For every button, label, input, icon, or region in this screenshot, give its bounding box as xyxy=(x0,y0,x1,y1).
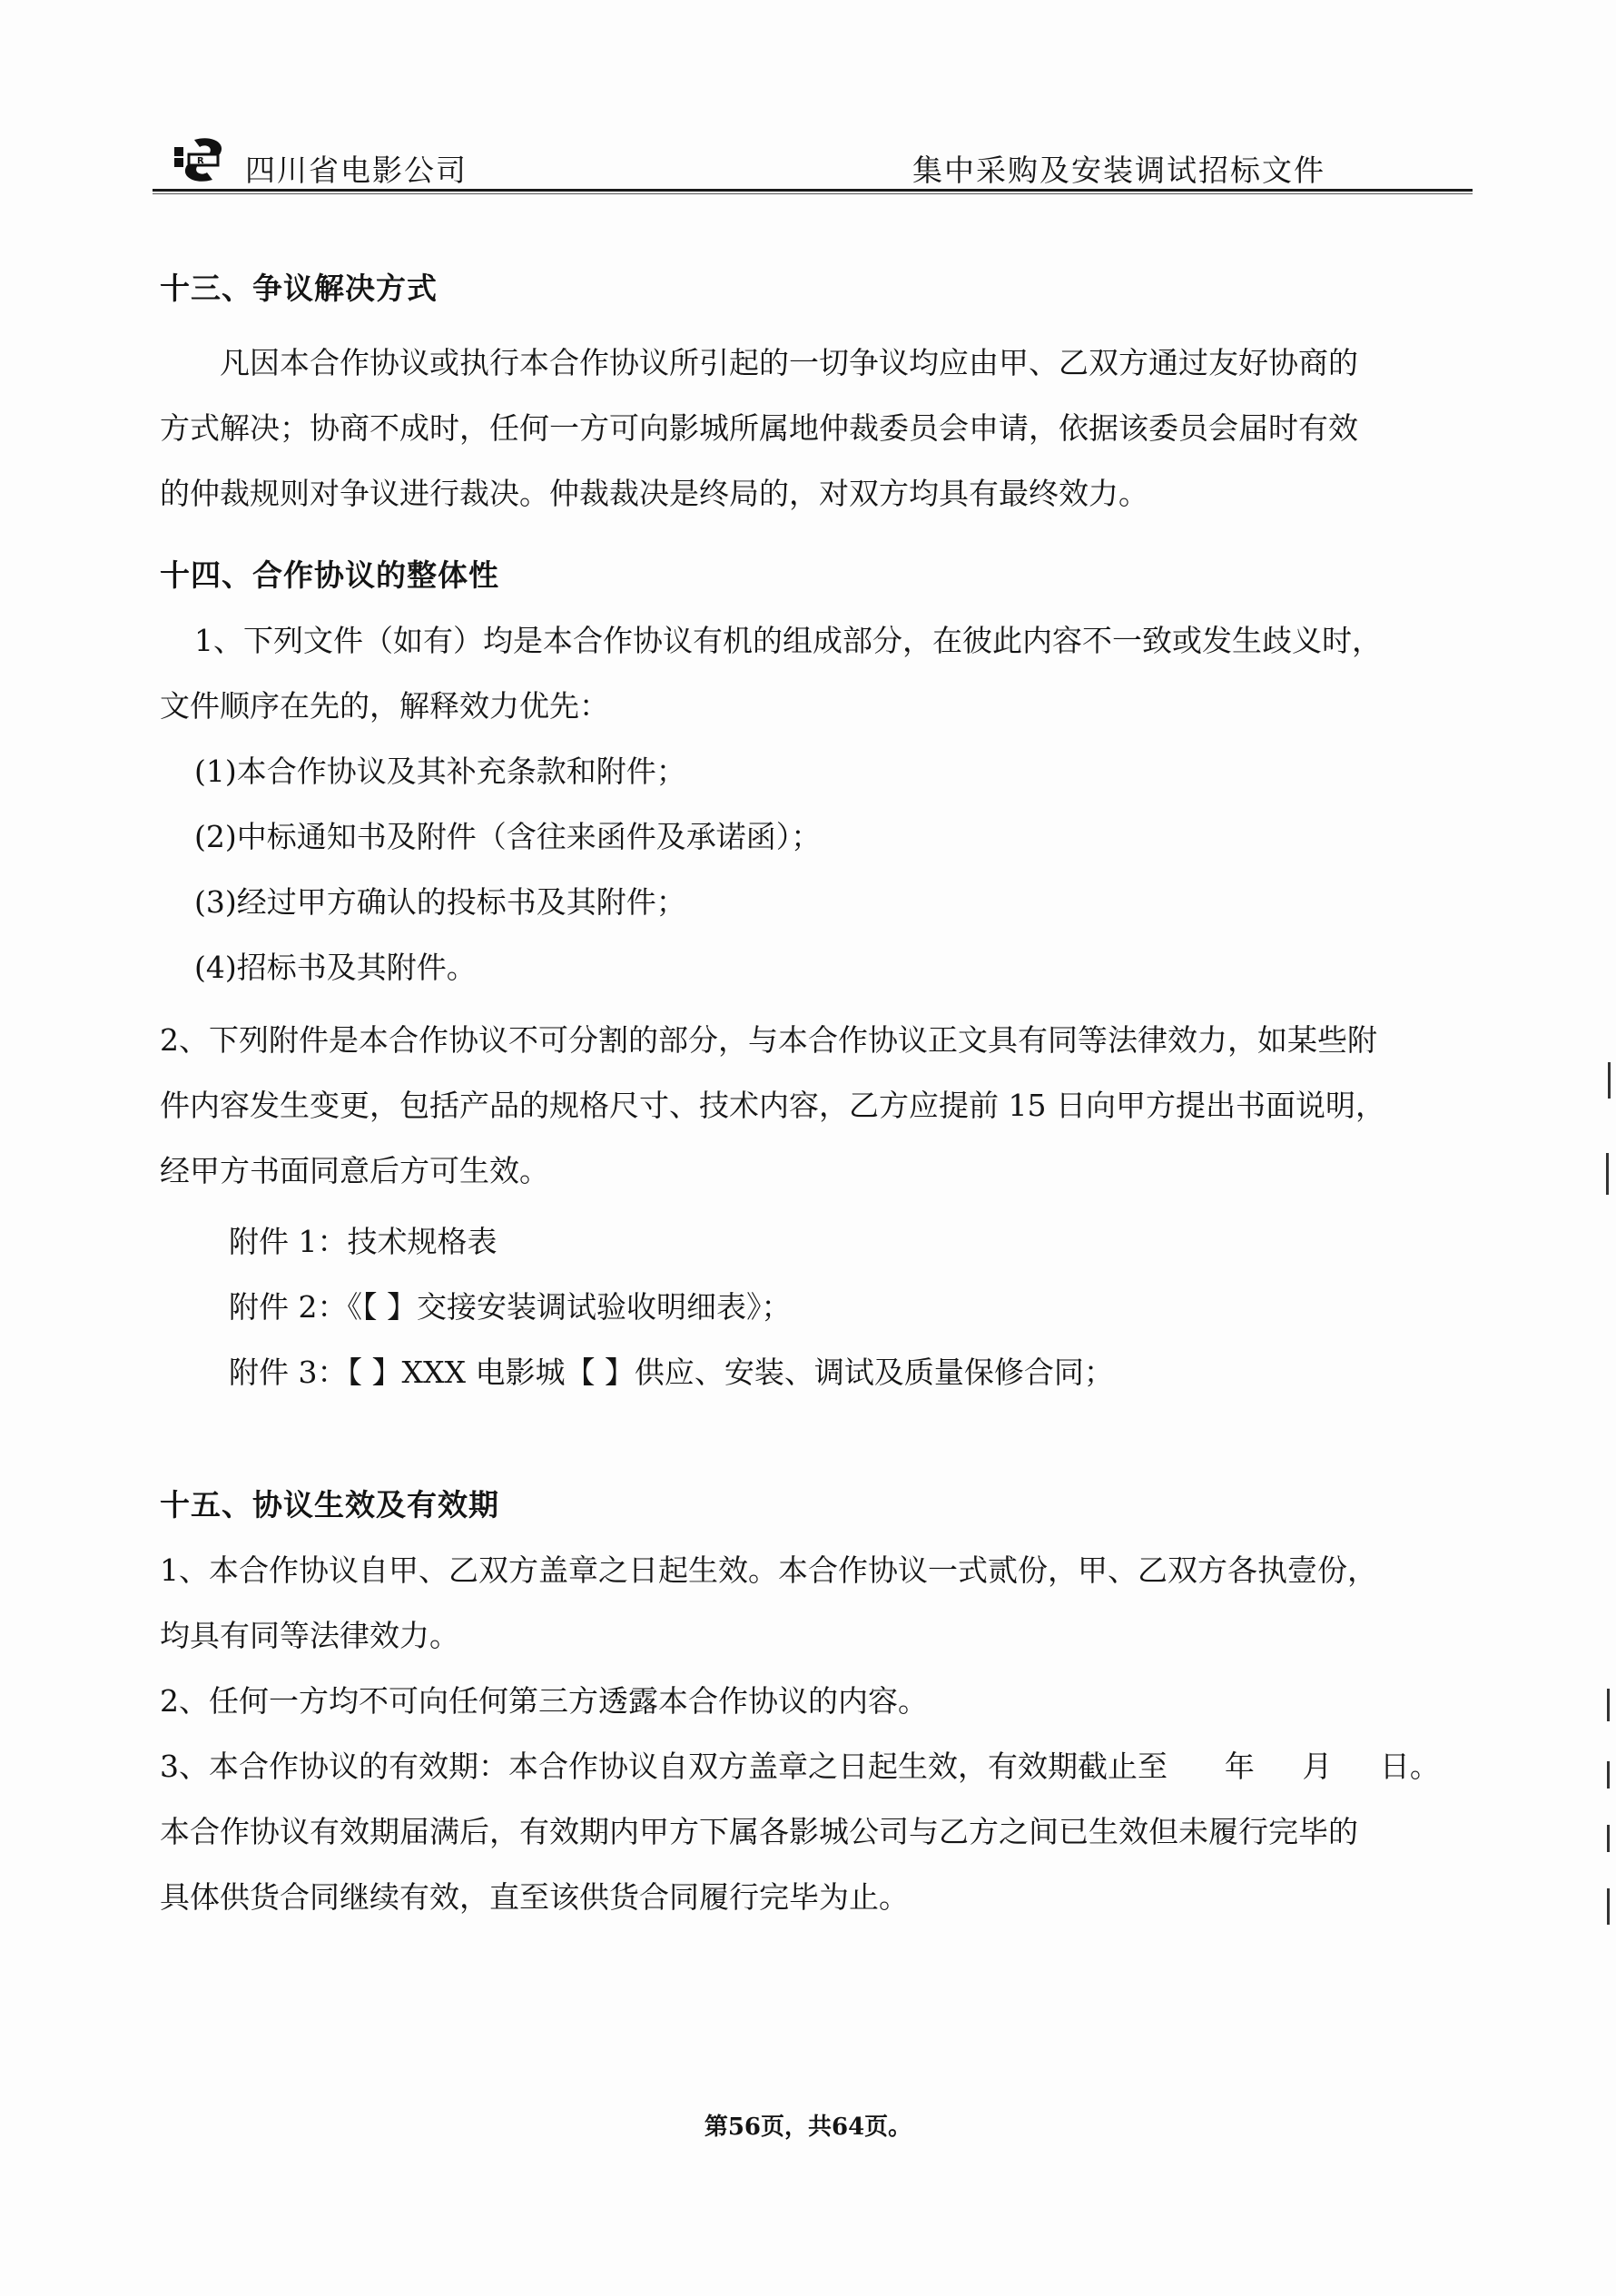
section-14-p1-line-2: 文件顺序在先的，解释效力优先： xyxy=(160,688,609,724)
document-title: 集中采购及安装调试招标文件 xyxy=(912,153,1325,188)
section-15-line-2: 均具有同等法律效力。 xyxy=(160,1618,459,1653)
section-15 xyxy=(160,1473,1485,1930)
section-14-title: 十四、合作协议的整体性 xyxy=(160,557,499,593)
header-divider-thin xyxy=(153,193,1473,194)
section-15-line-5: 本合作协议有效期届满后，有效期内甲方下属各影城公司与乙方之间已生效但未履行完毕的 xyxy=(160,1814,1358,1849)
section-13-line-2: 方式解决；协商不成时，任何一方可向影城所属地仲裁委员会申请，依据该委员会届时有效 xyxy=(160,410,1358,446)
attachment-1: 附件 1：技术规格表 xyxy=(229,1224,498,1259)
scan-edge-mark xyxy=(1607,1825,1610,1852)
attachment-2: 附件 2：《【 】交接安装调试验收明细表》； xyxy=(229,1289,792,1325)
svg-text:R: R xyxy=(197,156,204,166)
section-14-p2-line-1: 2、下列附件是本合作协议不可分割的部分，与本合作协议正文具有同等法律效力，如某些附 xyxy=(160,1022,1377,1058)
section-15-line-1: 1、本合作协议自甲、乙双方盖章之日起生效。本合作协议一式贰份，甲、乙双方各执壹份， xyxy=(160,1552,1377,1588)
section-14-p1-line-1: 1、下列文件（如有）均是本合作协议有机的组成部分，在彼此内容不一致或发生歧义时， xyxy=(194,623,1382,658)
company-logo-icon xyxy=(172,134,231,185)
page-number: 第56页，共64页。 xyxy=(704,2114,912,2141)
scan-edge-mark xyxy=(1608,1062,1611,1099)
section-13-line-1: 凡因本合作协议或执行本合作协议所引起的一切争议均应由甲、乙双方通过友好协商的 xyxy=(220,345,1358,380)
attachment-3: 附件 3：【 】XXX 电影城【 】供应、安装、调试及质量保修合同； xyxy=(229,1355,1114,1390)
section-14-item-4: (4)招标书及其附件。 xyxy=(194,950,477,985)
section-15-line-4: 3、本合作协议的有效期：本合作协议自双方盖章之日起生效，有效期截止至 年 月 日。 xyxy=(160,1749,1440,1784)
section-15-title: 十五、协议生效及有效期 xyxy=(160,1487,499,1522)
section-14 xyxy=(160,543,1485,1405)
section-14-item-2: (2)中标通知书及附件（含往来函件及承诺函）； xyxy=(194,819,822,854)
section-13 xyxy=(160,256,1485,527)
scan-edge-mark xyxy=(1607,1761,1610,1789)
section-13-line-3: 的仲裁规则对争议进行裁决。仲裁裁决是终局的，对双方均具有最终效力。 xyxy=(160,476,1148,511)
section-14-p2-line-2: 件内容发生变更，包括产品的规格尺寸、技术内容，乙方应提前 15 日向甲方提出书面说明， xyxy=(160,1088,1385,1123)
header-divider xyxy=(153,189,1473,192)
scan-edge-mark xyxy=(1607,1689,1610,1721)
company-name: 四川省电影公司 xyxy=(245,153,468,188)
page-header xyxy=(156,134,1473,189)
scan-edge-mark xyxy=(1607,1888,1610,1925)
section-14-item-1: (1)本合作协议及其补充条款和附件； xyxy=(194,754,686,789)
section-14-p2-line-3: 经甲方书面同意后方可生效。 xyxy=(160,1153,549,1188)
section-13-title: 十三、争议解决方式 xyxy=(160,271,438,306)
section-15-line-3: 2、任何一方均不可向任何第三方透露本合作协议的内容。 xyxy=(160,1683,928,1719)
section-15-line-6: 具体供货合同继续有效，直至该供货合同履行完毕为止。 xyxy=(160,1879,909,1915)
section-14-item-3: (3)经过甲方确认的投标书及其附件； xyxy=(194,884,686,920)
scan-edge-mark xyxy=(1606,1153,1609,1195)
